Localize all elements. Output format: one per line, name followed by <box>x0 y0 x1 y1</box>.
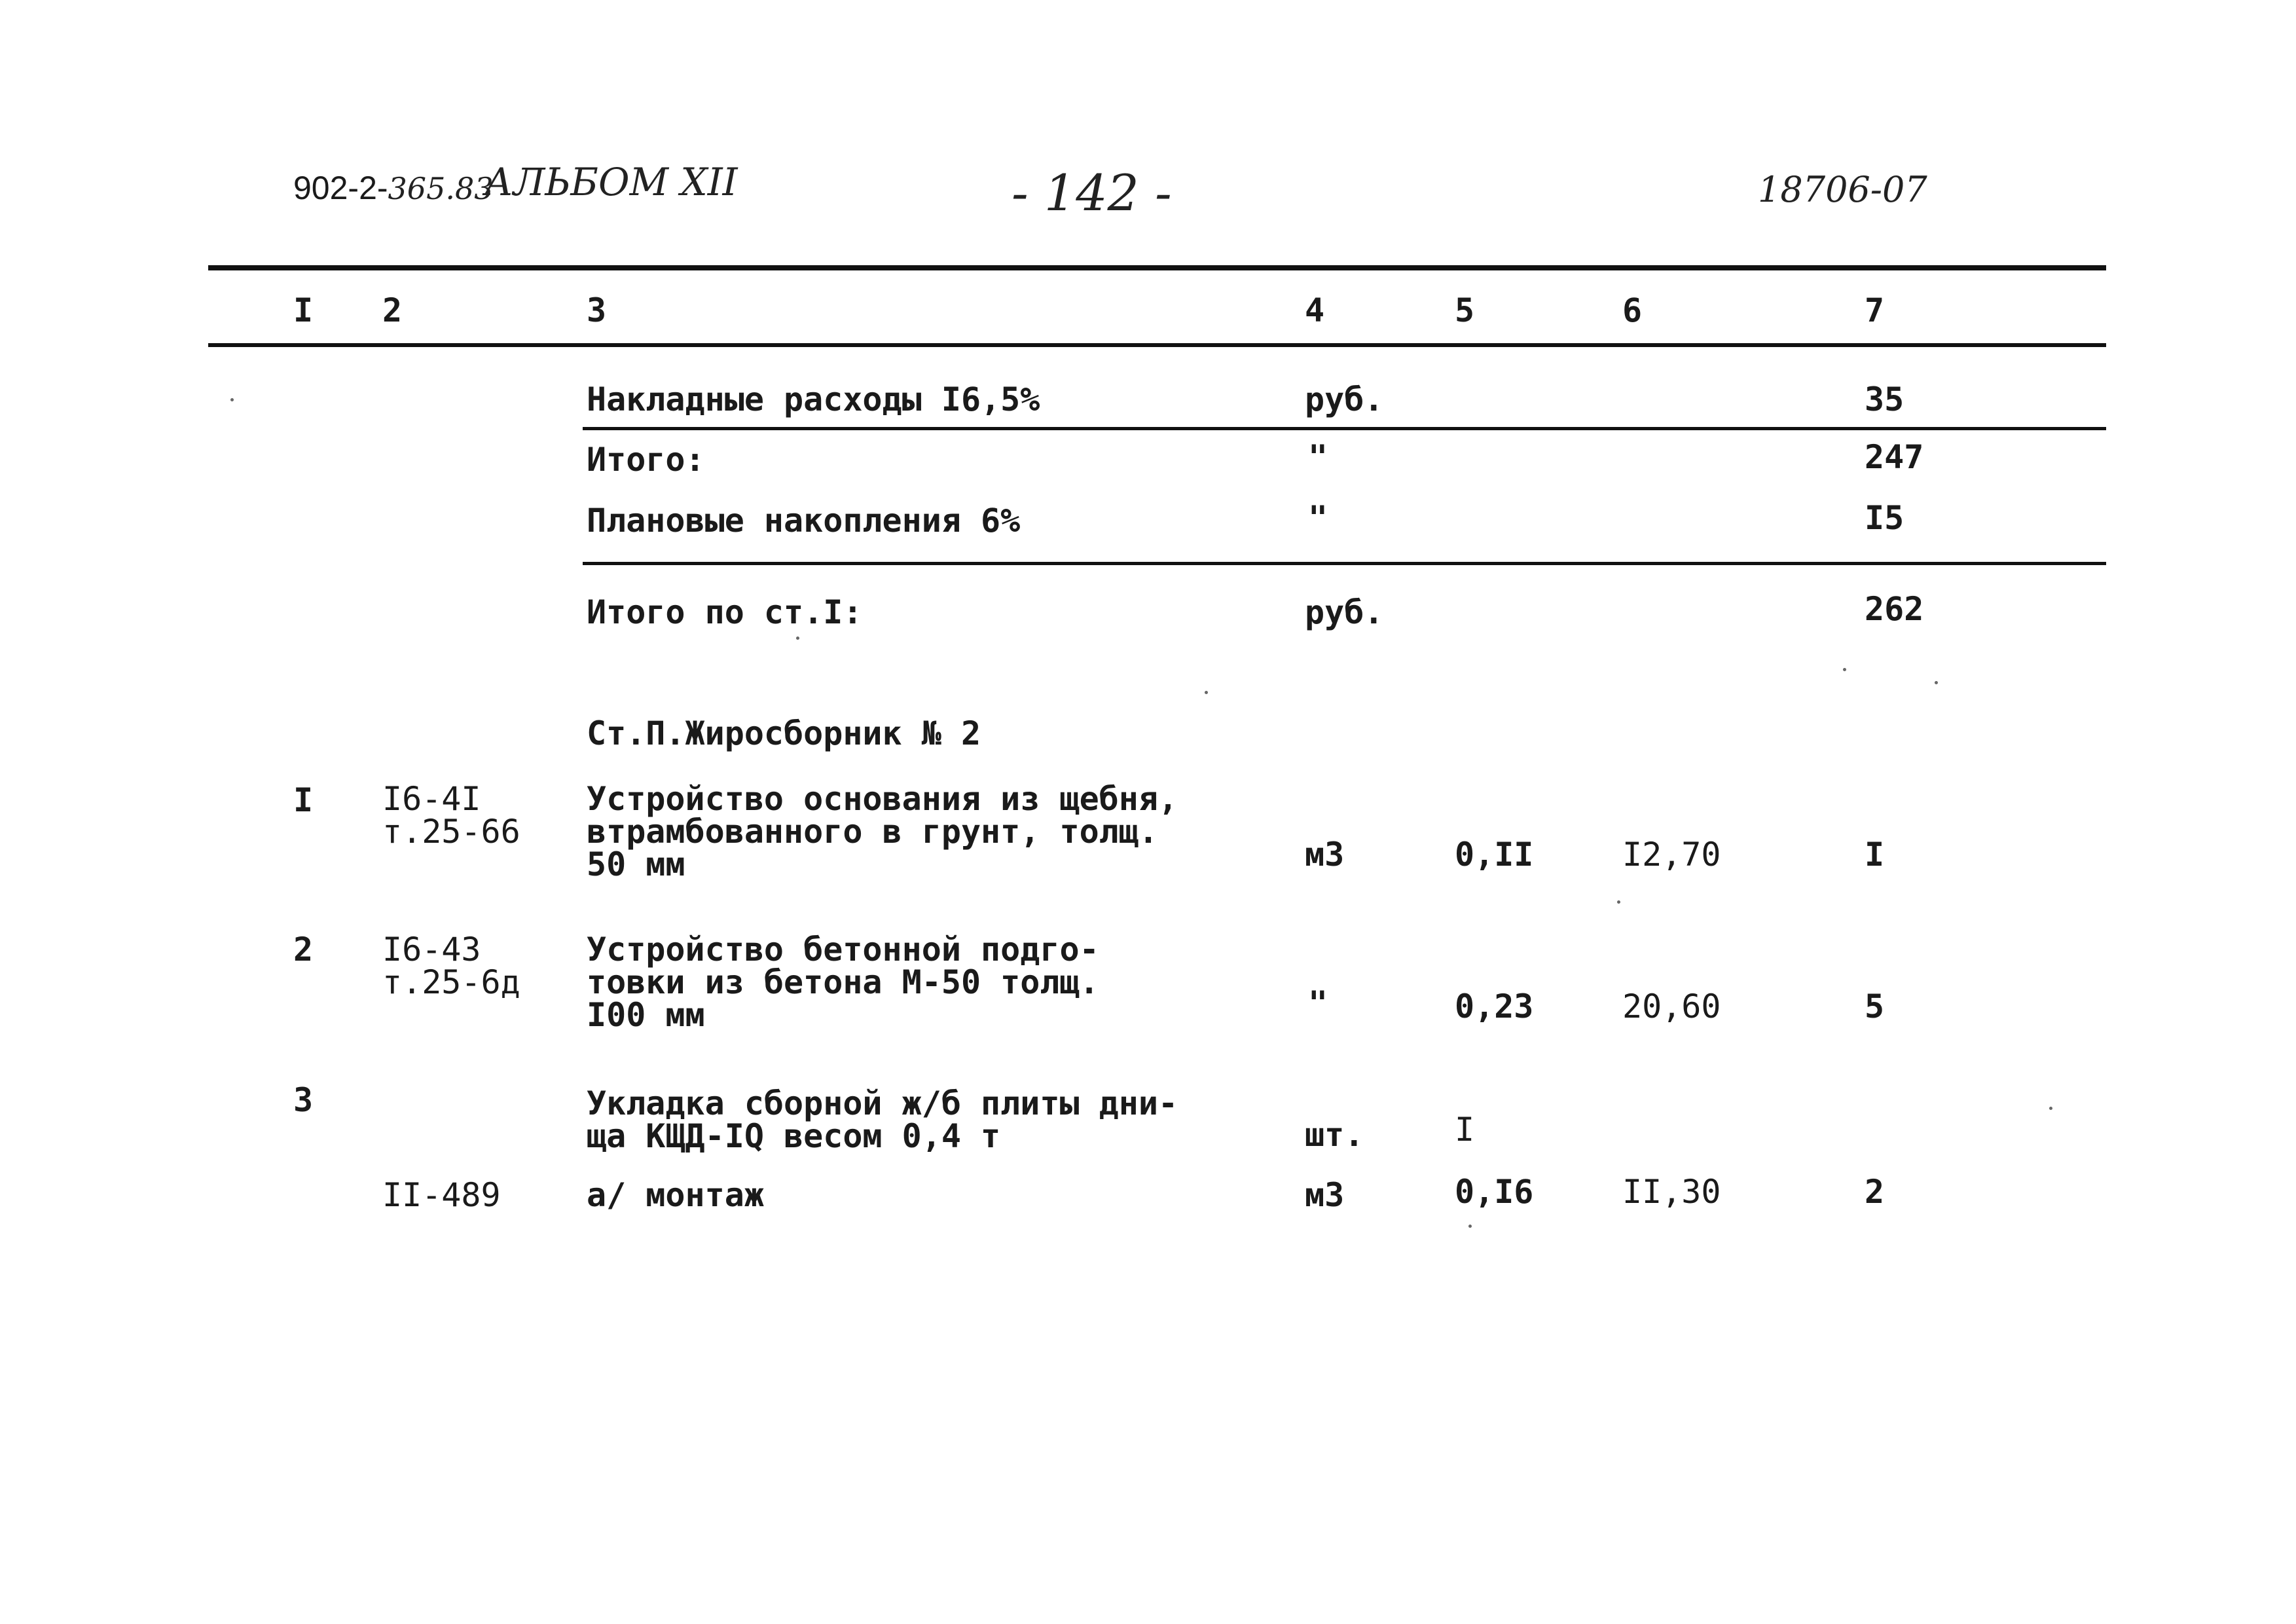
item-3-unit: шт. <box>1305 1116 1364 1154</box>
item-2-code <box>382 933 520 999</box>
document-code <box>293 169 494 207</box>
album-label: АЛЬБОМ XII <box>484 160 738 204</box>
item-2-description <box>587 931 1099 1034</box>
col-header-1: I <box>293 291 314 329</box>
header-rule <box>208 343 2106 347</box>
item-2-code-line-2: т.25-6д <box>382 963 520 1001</box>
item-3-qty: I <box>1455 1111 1475 1149</box>
total-st1-unit: руб. <box>1305 593 1384 631</box>
item-2-number: 2 <box>293 931 314 969</box>
item-3-description <box>587 1084 1178 1155</box>
subtotal-rule-2 <box>583 562 2106 565</box>
scan-speck <box>1617 900 1620 904</box>
item-3a-price: II,30 <box>1622 1173 1721 1211</box>
item-3a-code: II-489 <box>382 1176 501 1214</box>
planned-savings-amount: I5 <box>1865 499 1904 537</box>
sheet-number: 18706-07 <box>1758 169 1927 210</box>
item-3a-qty: 0,I6 <box>1455 1173 1534 1211</box>
col-header-7: 7 <box>1865 291 1885 329</box>
col-header-6: 6 <box>1622 291 1643 329</box>
page-number: - 142 - <box>1011 164 1172 222</box>
document-code-handwritten: 365.83 <box>388 171 494 206</box>
overhead-desc: Накладные расходы I6,5% <box>587 380 1040 418</box>
item-3-number: 3 <box>293 1081 314 1119</box>
item-3a-total: 2 <box>1865 1173 1885 1211</box>
subtotal-desc: Итого: <box>587 441 705 479</box>
planned-savings-desc: Плановые накопления 6% <box>587 502 1021 540</box>
item-2-qty: 0,23 <box>1455 987 1534 1025</box>
item-2-desc-line-3: I00 мм <box>587 996 705 1034</box>
scan-speck <box>2049 1107 2052 1110</box>
scan-speck <box>796 637 799 640</box>
scan-speck <box>1468 1225 1472 1228</box>
scan-speck <box>230 398 234 401</box>
item-1-qty: 0,II <box>1455 836 1534 874</box>
item-1-code-line-1: I6-4I <box>382 780 481 818</box>
item-2-desc-line-2: товки из бетона М-50 толщ. <box>587 963 1099 1001</box>
item-1-desc-line-3: 50 мм <box>587 845 685 883</box>
total-st1-amount: 262 <box>1865 590 1924 628</box>
subtotal-unit: " <box>1308 438 1328 476</box>
item-1-total: I <box>1865 836 1885 874</box>
item-1-desc-line-1: Устройство основания из щебня, <box>587 780 1178 818</box>
item-2-code-line-1: I6-43 <box>382 931 481 969</box>
item-2-desc-line-1: Устройство бетонной подго- <box>587 931 1099 969</box>
item-1-code <box>382 780 520 851</box>
item-1-description <box>587 780 1178 883</box>
item-3a-unit: м3 <box>1305 1176 1345 1214</box>
overhead-amount: 35 <box>1865 380 1904 418</box>
item-2-total: 5 <box>1865 987 1885 1025</box>
item-3-desc-line-1: Укладка сборной ж/б плиты дни- <box>587 1084 1178 1122</box>
planned-savings-unit: " <box>1308 499 1328 537</box>
subtotal-amount: 247 <box>1865 438 1924 476</box>
item-1-unit: м3 <box>1305 836 1345 874</box>
top-rule <box>208 265 2106 270</box>
item-2-unit: " <box>1308 984 1328 1022</box>
item-1-price: I2,70 <box>1622 836 1721 874</box>
col-header-4: 4 <box>1305 291 1325 329</box>
col-header-2: 2 <box>382 291 403 329</box>
total-st1-desc: Итого по ст.I: <box>587 593 863 631</box>
item-1-desc-line-2: втрамбованного в грунт, толщ. <box>587 813 1158 851</box>
item-2-price: 20,60 <box>1622 987 1721 1025</box>
scan-speck <box>1205 691 1208 694</box>
item-3a-description: а/ монтаж <box>587 1176 764 1214</box>
scan-speck <box>1843 668 1846 671</box>
scan-speck <box>1935 681 1938 684</box>
subtotal-rule-1 <box>583 427 2106 430</box>
overhead-unit: руб. <box>1305 380 1384 418</box>
item-3-desc-line-2: ща КЩД-IQ весом 0,4 т <box>587 1117 1001 1155</box>
section-title: Ст.П.Жиросборник № 2 <box>587 714 981 752</box>
item-1-code-line-2: т.25-66 <box>382 813 520 851</box>
document-code-printed: 902-2- <box>293 170 388 206</box>
col-header-3: 3 <box>587 291 607 329</box>
col-header-5: 5 <box>1455 291 1475 329</box>
item-1-number: I <box>293 781 314 819</box>
